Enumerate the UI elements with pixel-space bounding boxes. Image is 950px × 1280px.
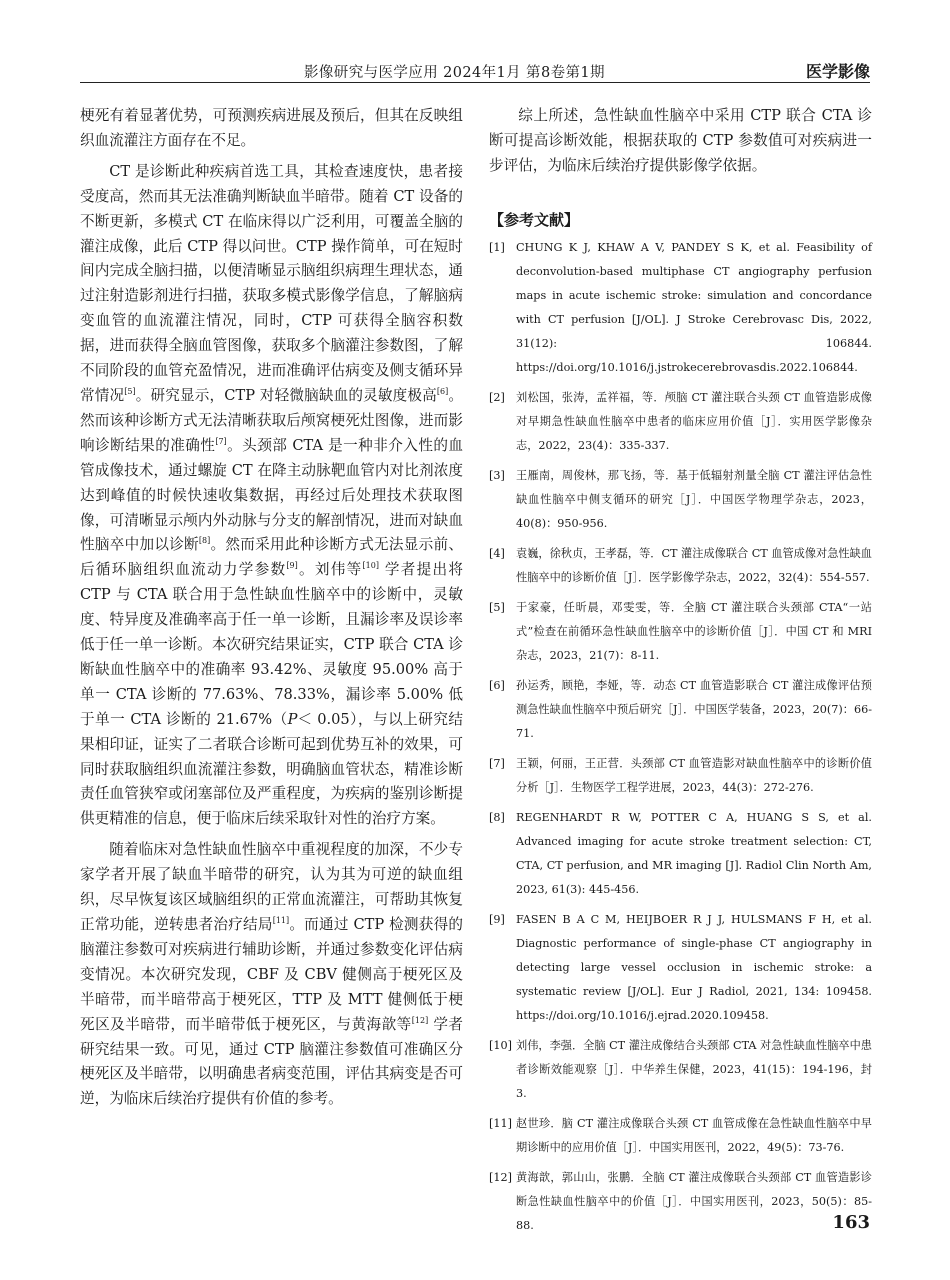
citation-12[interactable]: [12] — [411, 1015, 429, 1025]
references-heading: 【参考文献】 — [489, 210, 580, 229]
reference-item: [4] 袁巍，徐秋贞，王孝磊，等．CT 灌注成像联合 CT 血管成像对急性缺血性脑卒中的诊断价值［J］．医学影像学杂志，2022，32(4)：554-557. — [489, 546, 872, 584]
p-value-symbol: P — [287, 710, 298, 728]
reference-item: [5] 于家豪，任昕晨，邓雯雯，等．全脑 CT 灌注联合头颈部 CTA“一站式”检查在前循环急性缺血性脑卒中的诊断价值［J］．中国 CT 和 MRI 杂志，2023，21(7)：8-11. — [489, 600, 872, 662]
reference-item: [8] REGENHARDT R W, POTTER C A, HUANG S S, et al. Advanced imaging for acute stroke treatment selection: CT, CTA, CT perfusion, and MR imaging [J]. Radiol Clin North Am, 2023, 61(3): 445-456. — [489, 810, 872, 896]
reference-item: [11] 赵世珍．脑 CT 灌注成像联合头颈 CT 血管成像在急性缺血性脑卒中早期诊断中的应用价值［J］．中国实用医刊，2022，49(5)：73-76. — [489, 1116, 872, 1154]
citation-9[interactable]: [9] — [286, 561, 298, 571]
reference-item: [10] 刘伟，李强．全脑 CT 灌注成像结合头颈部 CTA 对急性缺血性脑卒中患者诊断效能观察［J］．中华养生保健，2023，41(15)：194-196，封 3. — [489, 1038, 872, 1100]
reference-item: [6] 孙运秀，顾艳，李娅，等．动态 CT 血管造影联合 CT 灌注成像评估预测急性缺血性脑卒中预后研究［J］．中国医学装备，2023，20(7)：66-71. — [489, 678, 872, 740]
reference-item: [9] FASEN B A C M, HEIJBOER R J J, HULSMANS F H, et al. Diagnostic performance of single-phase CT angiography in detecting large vessel occlusion in ischemic stroke: a systematic review [J/OL]. Eur J Radiol, 2021, 134: 109458. https://doi.org/10.1016/j.ejrad.2020.109458. — [489, 912, 872, 1022]
right-column — [489, 104, 872, 1244]
citation-11[interactable]: [11] — [272, 916, 290, 925]
citation-8[interactable]: [8] — [198, 536, 211, 546]
page-number: 163 — [832, 1212, 870, 1233]
conclusion-paragraph: 综上所述，急性缺血性脑卒中采用 CTP 联合 CTA 诊断可提高诊断效能，根据获取的 CTP 参数值可对疾病进一步评估，为临床后续治疗提供影像学依据。 — [489, 107, 872, 174]
reference-item: [7] 王颖，何丽，王正营．头颈部 CT 血管造影对缺血性脑卒中的诊断价值分析［J］．生物医学工程学进展，2023，44(3)：272-276. — [489, 756, 872, 794]
reference-list — [489, 236, 872, 1238]
reference-item: [2] 刘松国，张涛，孟祥福，等．颅脑 CT 灌注联合头颈 CT 血管造影成像对早期急性缺血性脑卒中患者的临床应用价值［J］．实用医学影像杂志，2022，23(4)：335-337. — [489, 390, 872, 452]
reference-item: [3] 王雁南，周俊林，那飞扬，等．基于低辐射剂量全脑 CT 灌注评估急性缺血性脑卒中侧支循环的研究［J］．中国医学物理学杂志，2023，40(8)：950-956. — [489, 468, 872, 530]
running-header — [80, 54, 870, 83]
citation-7[interactable]: [7] — [215, 436, 227, 446]
citation-10[interactable]: [10] — [362, 561, 379, 571]
reference-item: [12] 黄海歆，郭山山，张鹏．全脑 CT 灌注成像联合头颈部 CT 血管造影诊断急性缺血性脑卒中的价值［J］．中国实用医刊，2023，50(5)：85-88. — [489, 1170, 872, 1232]
citation-5[interactable]: [5] — [124, 386, 136, 396]
body-paragraph: 梗死有着显著优势，可预测疾病进展及预后，但其在反映组织血流灌注方面存在不足。 — [80, 107, 463, 149]
citation-6[interactable]: [6] — [436, 386, 449, 396]
journal-info: 影像研究与医学应用 2024年1月 第8卷第1期 — [304, 65, 605, 81]
reference-item: [1] CHUNG K J, KHAW A V, PANDEY S K, et al. Feasibility of deconvolution-based multiphase CT angiography perfusion maps in acute ischemic stroke: simulation and concordance with CT perfusion [J/OL]. J Stroke Cerebrovasc Dis, 2022, 31(12): 106844. https://doi.org/10.1016/j.jstrokecerebrovasdis.2022.106844. — [489, 240, 872, 374]
left-column — [80, 104, 463, 1118]
section-title: 医学影像 — [805, 62, 870, 81]
body-paragraph: 随着临床对急性缺血性脑卒中重视程度的加深，不少专家学者开展了缺血半暗带的研究，认为其为可逆的缺血组织，尽早恢复该区域脑组织的正常血流灌注，可帮助其恢复正常功能，逆转患者治疗结局[11]。而通过 CTP 检测获得的脑灌注参数可对疾病进行辅助诊断，并通过参数变化评估病变情况。本次研究发现，CBF 及 CBV 健侧高于梗死区及半暗带，而半暗带高于梗死区，TTP 及 MTT 健侧低于梗死区及半暗带，而半暗带低于梗死区，与黄海歆等[12] 学者研究结果一致。可见，通过 CTP 脑灌注参数值可准确区分梗死区及半暗带，以明确患者病变范围，评估其病变是否可逆，为临床后续治疗提供有价值的参考。 — [80, 841, 463, 1108]
body-paragraph: CT 是诊断此种疾病首选工具，其检查速度快，患者接受度高，然而其无法准确判断缺血半暗带。随着 CT 设备的不断更新，多模式 CT 在临床得以广泛利用，可覆盖全脑的灌注成像，此后 CTP 得以问世。CTP 操作简单，可在短时间内完成全脑扫描，以便清晰显示脑组织病理生理状态，通过注射造影剂进行扫描，获取多模式影像学信息，了解脑病变血管的血流灌注情况，同时，CTP 可获得全脑容积数据，进而获得全脑血管图像，获取多个脑灌注参数图，了解不同阶段的血管充盈情况，进而准确评估病变及侧支循环异常情况[5]。研究显示，CTP 对轻微脑缺血的灵敏度极高[6]。然而该种诊断方式无法清晰获取后颅窝梗死灶图像，进而影响诊断结果的准确性[7]。头颈部 CTA 是一种非介入性的血管成像技术，通过螺旋 CT 在降主动脉靶血管内对比剂浓度达到峰值的时候快速收集数据，再经过后处理技术获取图像，可清晰显示颅内外动脉与分支的解剖情况，进而对缺血性脑卒中加以诊断[8]。然而采用此种诊断方式无法显示前、后循环脑组织血流动力学参数[9]。刘伟等[10] 学者提出将 CTP 与 CTA 联合用于急性缺血性脑卒中的诊断中，灵敏度、特异度及准确率高于任一单一诊断，且漏诊率及误诊率低于任一单一诊断。本次研究结果证实，CTP 联合 CTA 诊断缺血性脑卒中的准确率 93.42%、灵敏度 95.00% 高于单一 CTA 诊断的 77.63%、78.33%，漏诊率 5.00% 低于单一 CTA 诊断的 21.67%（P＜ 0.05），与以上研究结果相印证，证实了二者联合诊断可起到优势互补的效果，可同时获取脑组织血流灌注参数，明确脑血管状态，精准诊断责任血管狭窄或闭塞部位及严重程度，为疾病的鉴别诊断提供更精准的信息，便于临床后续采取针对性的治疗方案。 — [80, 162, 463, 828]
